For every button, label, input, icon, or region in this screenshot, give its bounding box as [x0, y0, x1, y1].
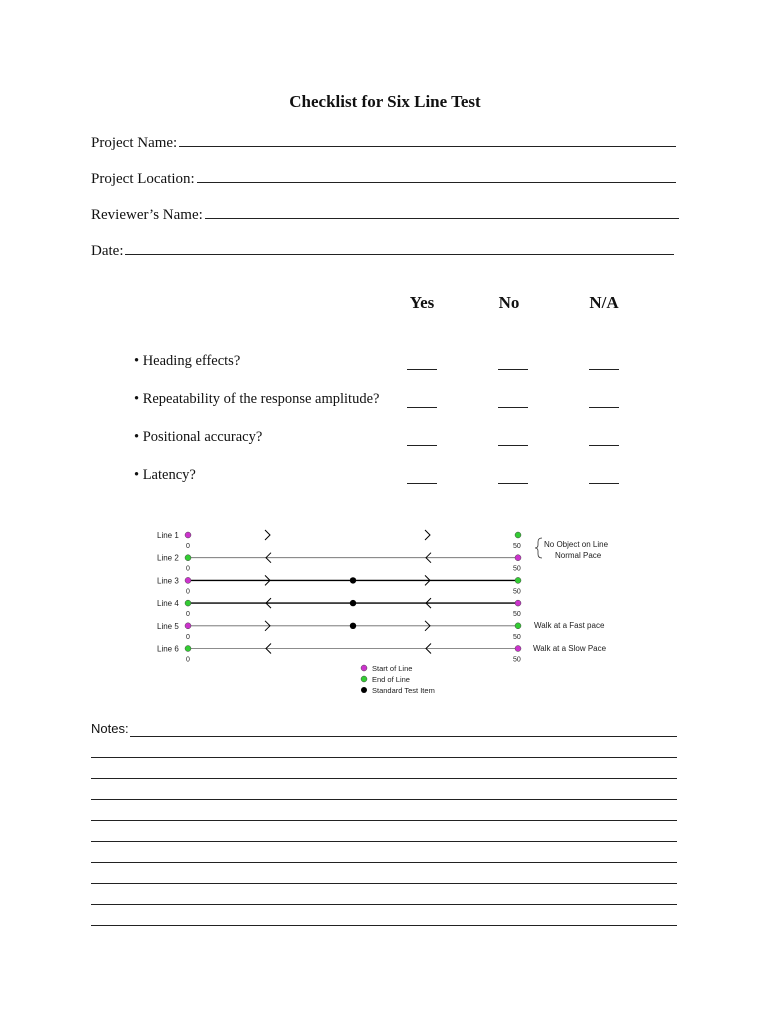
- column-no: No: [498, 293, 520, 312]
- column-yes: Yes: [409, 293, 435, 312]
- reviewer-name-label: Reviewer’s Name:: [91, 207, 203, 223]
- test-item-marker-3: [350, 577, 356, 583]
- test-item-marker-4: [350, 600, 356, 606]
- column-na: N/A: [589, 293, 619, 312]
- legend-start-marker: [361, 665, 367, 671]
- answer-blank-latency-na[interactable]: [589, 470, 619, 484]
- question-latency: • Latency?: [134, 467, 196, 483]
- line-start-value-2: 0: [186, 565, 190, 573]
- line-left-marker-5: [185, 623, 191, 629]
- line-start-value-6: 0: [186, 656, 190, 664]
- line-right-marker-3: [515, 577, 521, 583]
- legend-start-label: Start of Line: [372, 664, 413, 673]
- question-positional-accuracy: • Positional accuracy?: [134, 429, 263, 445]
- project-location-field: [91, 168, 676, 188]
- question-repeatability: • Repeatability of the response amplitude?: [134, 391, 380, 407]
- direction-arrow-1-2: [425, 530, 430, 540]
- notes-label: Notes:: [91, 721, 129, 736]
- page-title: Checklist for Six Line Test: [289, 92, 481, 111]
- notes-line-9[interactable]: [91, 891, 677, 905]
- project-location-input-line[interactable]: [197, 168, 676, 183]
- answer-blank-heading-yes[interactable]: [407, 356, 437, 370]
- question-heading-effects: • Heading effects?: [134, 353, 241, 369]
- project-name-label: Project Name:: [91, 135, 178, 151]
- notes-line-2[interactable]: [91, 744, 677, 758]
- line-left-marker-3: [185, 577, 191, 583]
- line-right-marker-1: [515, 532, 521, 538]
- line-left-marker-6: [185, 646, 191, 652]
- line-label-1: Line 1: [157, 531, 179, 540]
- line-right-marker-6: [515, 646, 521, 652]
- answer-blank-repeatability-yes[interactable]: [407, 394, 437, 408]
- notes-line-1[interactable]: [130, 723, 677, 737]
- answer-blank-latency-yes[interactable]: [407, 470, 437, 484]
- date-input-line[interactable]: [125, 240, 674, 255]
- line-start-value-3: 0: [186, 588, 190, 596]
- answer-blank-heading-no[interactable]: [498, 356, 528, 370]
- legend-item-marker: [361, 687, 367, 693]
- notes-line-4[interactable]: [91, 786, 677, 800]
- answer-blank-heading-na[interactable]: [589, 356, 619, 370]
- legend-item-label: Standard Test Item: [372, 686, 435, 695]
- line-label-5: Line 5: [157, 621, 179, 631]
- line-end-value-3: 50: [513, 588, 521, 596]
- six-line-diagram: [150, 524, 630, 699]
- notes-line-6[interactable]: [91, 828, 677, 842]
- project-name-field: [91, 132, 676, 152]
- date-field: [91, 240, 674, 260]
- answer-blank-positional-na[interactable]: [589, 432, 619, 446]
- legend-end-label: End of Line: [372, 675, 410, 684]
- answer-blank-positional-no[interactable]: [498, 432, 528, 446]
- line-left-marker-2: [185, 555, 191, 561]
- line-start-value-4: 0: [186, 611, 190, 619]
- notes-line-7[interactable]: [91, 849, 677, 863]
- annotation-fast-pace: Walk at a Fast pace: [534, 621, 605, 630]
- legend-end-marker: [361, 676, 367, 682]
- direction-arrow-1-1: [265, 530, 270, 540]
- line-label-4: Line 4: [157, 599, 179, 609]
- line-left-marker-1: [185, 532, 191, 538]
- test-item-marker-5: [350, 623, 356, 629]
- annotation-brace-1: [535, 538, 542, 558]
- annotation-normal-pace: Normal Pace: [555, 551, 602, 560]
- annotation-no-object: No Object on Line: [544, 540, 609, 549]
- reviewer-name-input-line[interactable]: [205, 204, 679, 219]
- reviewer-name-field: [91, 204, 679, 224]
- line-right-marker-4: [515, 600, 521, 606]
- line-end-value-4: 50: [513, 611, 521, 619]
- line-end-value-1: 50: [513, 543, 521, 550]
- answer-blank-latency-no[interactable]: [498, 470, 528, 484]
- line-start-value-1: 0: [186, 543, 190, 550]
- answer-blank-repeatability-no[interactable]: [498, 394, 528, 408]
- line-right-marker-5: [515, 623, 521, 629]
- line-left-marker-4: [185, 600, 191, 606]
- annotation-slow-pace: Walk at a Slow Pace: [533, 644, 607, 653]
- notes-line-5[interactable]: [91, 807, 677, 821]
- line-label-2: Line 2: [157, 553, 179, 563]
- answer-blank-positional-yes[interactable]: [407, 432, 437, 446]
- line-label-3: Line 3: [157, 576, 179, 586]
- date-label: Date:: [91, 243, 124, 259]
- line-end-value-6: 50: [513, 656, 521, 664]
- line-label-6: Line 6: [157, 644, 179, 654]
- line-right-marker-2: [515, 555, 521, 561]
- answer-blank-repeatability-na[interactable]: [589, 394, 619, 408]
- project-name-input-line[interactable]: [179, 132, 676, 147]
- project-location-label: Project Location:: [91, 171, 195, 187]
- notes-line-3[interactable]: [91, 765, 677, 779]
- line-end-value-2: 50: [513, 565, 521, 573]
- line-start-value-5: 0: [186, 633, 190, 641]
- notes-line-8[interactable]: [91, 870, 677, 884]
- notes-line-10[interactable]: [91, 912, 677, 926]
- line-end-value-5: 50: [513, 633, 521, 641]
